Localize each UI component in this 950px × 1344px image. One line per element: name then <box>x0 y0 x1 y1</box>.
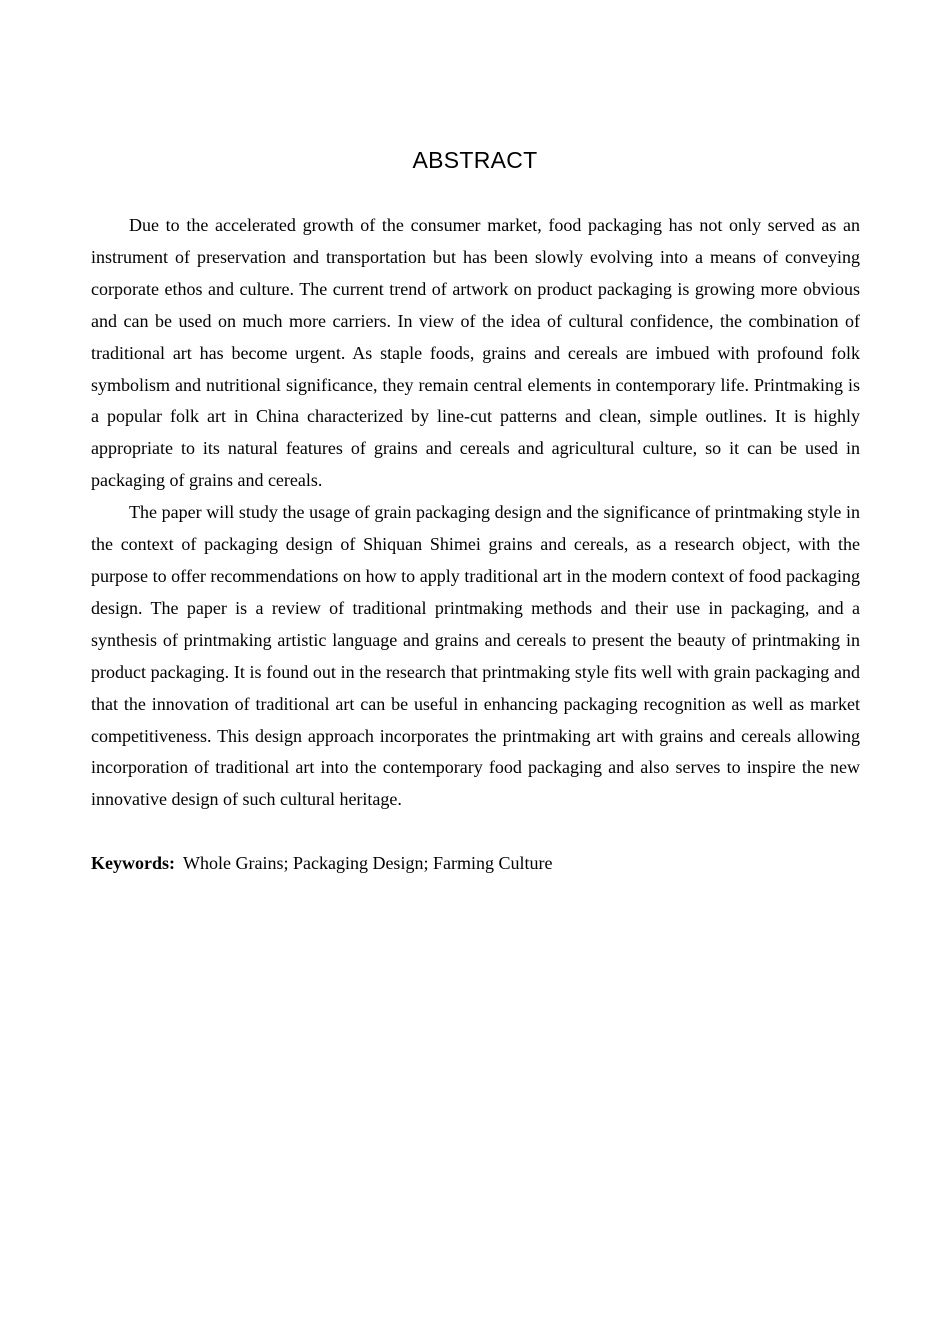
abstract-paragraph-2: The paper will study the usage of grain packaging design and the significance of printmaking style in the context of packaging design of Shiquan Shimei grains and cereals, as a research object, with the purpose to offer recommendations on how to apply traditional art in the modern context of food packaging design. The paper is a review of traditional printmaking methods and their use in packaging, and a synthesis of printmaking artistic language and grains and cereals to present the beauty of printmaking in product packaging. It is found out in the research that printmaking style fits well with grain packaging and that the innovation of traditional art can be useful in enhancing packaging recognition as well as market competitiveness. This design approach incorporates the printmaking art with grains and cereals allowing incorporation of traditional art into the contemporary food packaging and also serves to inspire the new innovative design of such cultural heritage. <box>91 502 860 810</box>
abstract-title: ABSTRACT <box>412 147 538 173</box>
keywords-line <box>91 848 860 880</box>
keywords-value: Whole Grains; Packaging Design; Farming Culture <box>183 853 553 873</box>
abstract-paragraph-1: Due to the accelerated growth of the consumer market, food packaging has not only served as an instrument of preservation and transportation but has been slowly evolving into a means of conveying corporate ethos and culture. The current trend of artwork on product packaging is growing more obvious and can be used on much more carriers. In view of the idea of cultural confidence, the combination of traditional art has become urgent. As staple foods, grains and cereals are imbued with profound folk symbolism and nutritional significance, they remain central elements in contemporary life. Printmaking is a popular folk art in China characterized by line-cut patterns and clean, simple outlines. It is highly appropriate to its natural features of grains and cereals and agricultural culture, so it can be used in packaging of grains and cereals. <box>91 215 860 491</box>
abstract-body <box>91 210 860 816</box>
keywords-label: Keywords: <box>91 853 175 873</box>
